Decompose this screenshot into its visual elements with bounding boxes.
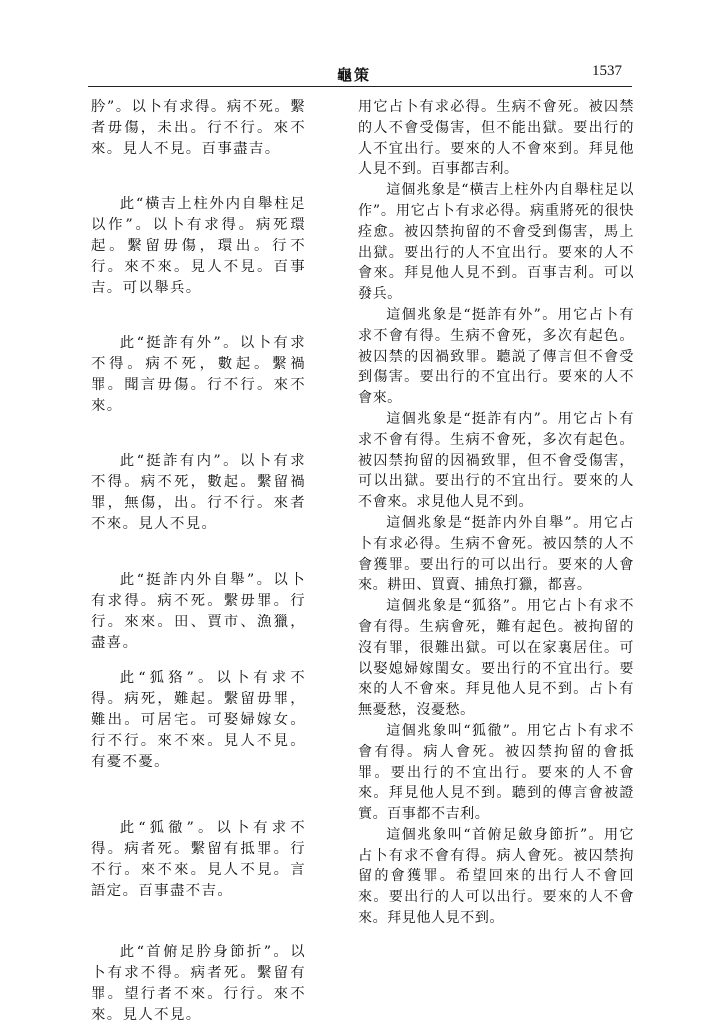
- translation-paragraph-8: 這個兆象叫“首俯足斂身節折”。用它占卜有求不會有得。病人會死。被囚禁拘留的會獲罪。希望回來的出行人不會回來。要出行的人可以出行。要來的人不會來。拜見他人見不到。: [358, 826, 634, 927]
- translation-column: [358, 97, 634, 929]
- running-title: 龜策: [337, 66, 372, 84]
- translation-paragraph-2: 這個兆象是“橫吉上柱外内自舉柱足以作”。用它占卜有求必得。病重將死的很快痊愈。被囚禁拘留的不會受到傷害，馬上出獄。要出行的人不宜出行。要來的人不會來。拜見他人見不到。百事吉利。可以發兵。: [358, 182, 634, 303]
- translation-paragraph-6: 這個兆象是“狐狢”。用它占卜有求不會有得。生病會死，難有起色。被拘留的沒有罪，很難出獄。可以在家裏居住。可以娶媳婦嫁閨女。要出行的不宜出行。要來的人不會來。拜見他人見不到。占卜有無憂愁，沒憂愁。: [358, 598, 634, 719]
- header-rule: [88, 86, 632, 87]
- original-paragraph-3: 此“挺詐有外”。以卜有求不得。病不死，數起。繫禍罪。聞言毋傷。行不行。來不來。: [91, 335, 306, 414]
- translation-paragraph-4: 這個兆象是“挺詐有内”。用它占卜有求不會有得。生病不會死，多次有起色。被囚禁拘留的因禍致罪，但不會受傷害，可以出獄。要出行的不宜出行。要來的人不會來。求見他人見不到。: [358, 410, 634, 511]
- original-paragraph-8: 此“首俯足肣身節折”。以卜有求不得。病者死。繫留有罪。望行者不來。行行。來不來。見人不見。: [91, 944, 306, 1023]
- original-text-column: [91, 97, 306, 1026]
- translation-paragraph-1: 用它占卜有求必得。生病不會死。被囚禁的人不會受傷害，但不能出獄。要出行的人不宜出行。要來的人不會來到。拜見他人見不到。百事都吉利。: [358, 99, 634, 178]
- translation-paragraph-5: 這個兆象是“挺詐内外自舉”。用它占卜有求必得。生病不會死。被囚禁的人不會獲罪。要出行的可以出行。要來的人會來。耕田、買賣、捕魚打獵，都喜。: [358, 514, 634, 594]
- original-paragraph-7: 此“狐徹”。以卜有求不得。病者死。繫留有抵罪。行不行。來不來。見人不見。言語定。百事盡不吉。: [91, 820, 306, 899]
- original-paragraph-1: 肣”。以卜有求得。病不死。繫者毋傷，未出。行不行。來不來。見人不見。百事盡吉。: [91, 99, 306, 157]
- original-paragraph-6: 此“狐狢”。以卜有求不得。病死，難起。繫留毋罪，難出。可居宅。可娶婦嫁女。行不行。來不來。見人不見。有憂不憂。: [91, 670, 306, 770]
- page-number: 1537: [592, 63, 622, 79]
- original-paragraph-5: 此“挺詐内外自舉”。以卜有求得。病不死。繫毋罪。行行。來來。田、賈市、漁獵，盡喜。: [91, 572, 306, 651]
- translation-paragraph-3: 這個兆象是“挺詐有外”。用它占卜有求不會有得。生病不會死，多次有起色。被囚禁的因禍致罪。聽説了傳言但不會受到傷害。要出行的不宜出行。要來的人不會來。: [358, 306, 634, 407]
- original-paragraph-4: 此“挺詐有内”。以卜有求不得。病不死，數起。繫留禍罪，無傷，出。行不行。來者不來。見人不見。: [91, 453, 306, 532]
- original-paragraph-2: 此“橫吉上柱外内自舉柱足以作”。以卜有求得。病死環起。繫留毋傷，環出。行不行。來不來。見人不見。百事吉。可以舉兵。: [91, 196, 306, 296]
- translation-paragraph-7: 這個兆象叫“狐徹”。用它占卜有求不會有得。病人會死。被囚禁拘留的會抵罪。要出行的不宜出行。要來的人不會來。拜見他人見不到。聽到的傳言會被證實。百事都不吉利。: [358, 722, 634, 823]
